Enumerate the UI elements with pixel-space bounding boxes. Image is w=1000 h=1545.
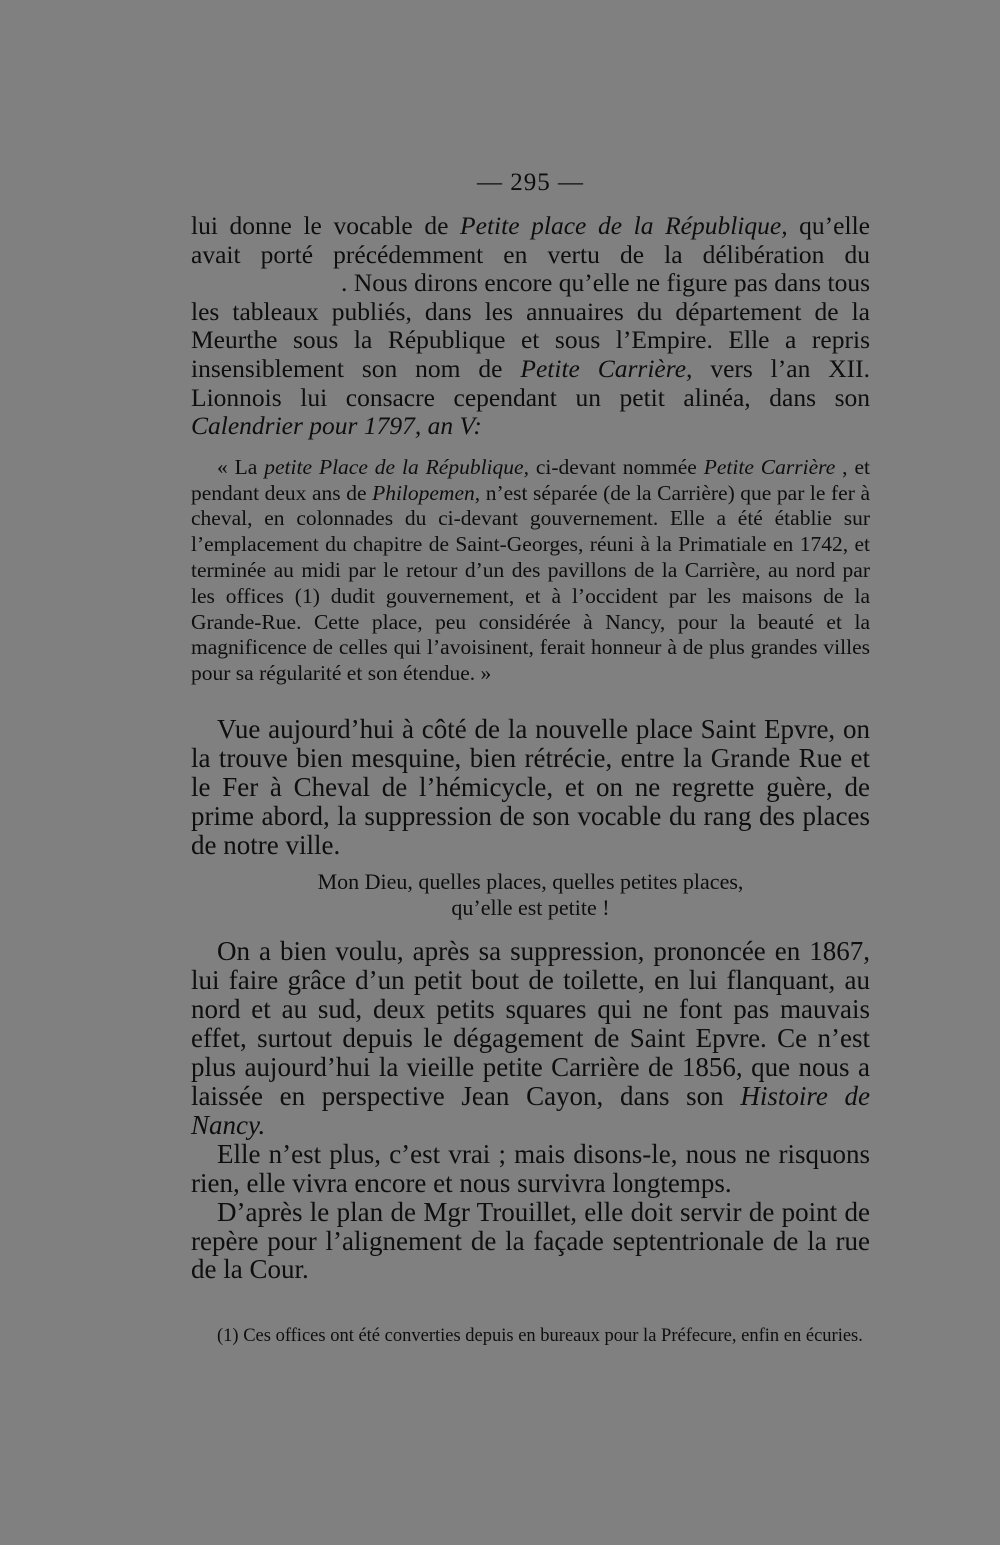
book-page xyxy=(191,160,870,1348)
verse-line: Mon Dieu, quelles places, quelles petites places, xyxy=(317,869,744,895)
text-run: lui donne le vocable de xyxy=(191,211,461,240)
text-run: , et pendant deux ans de xyxy=(191,454,870,505)
italic-run: Philopemen, xyxy=(372,480,481,505)
paragraph-survivra: Elle n’est plus, c’est vrai ; mais disons-le, nous ne risquons rien, elle vivra encore et nous survivra longtemps. xyxy=(191,1138,870,1198)
italic-run: petite Place de la République, xyxy=(264,454,529,479)
text-run: . Nous dirons encore qu’elle ne figure pas dans tous les tableaux publiés, dans les annuaires du département de la Meurthe sous la République et sous l’Empire. Elle a repris insensiblement son nom de xyxy=(191,268,870,383)
italic-run: Petite Carrière xyxy=(703,454,836,479)
paragraph-intro xyxy=(191,212,870,441)
text-run: « La xyxy=(217,454,265,479)
quotation-block xyxy=(191,455,870,687)
text-run: On a bien voulu, après sa suppression, prononcée en 1867, lui faire grâce d’un petit bout de toilette, en lui flanquant, au nord et au sud, deux petits squares qui ne font pas mauvais effet, surtout depuis le dégagement de Saint Epvre. Ce n’est plus aujourd’hui la vieille petite Carrière de 1856, que nous a laissée en perspective Jean Cayon, dans son xyxy=(191,936,870,1111)
text-run: qu’elle avait porté précédemment en vertu de la délibération du xyxy=(191,211,870,269)
verse-block xyxy=(191,869,870,921)
italic-run: Histoire de Nancy. xyxy=(191,1080,871,1140)
page-number: — 295 — xyxy=(477,169,584,196)
italic-run: Petite Carrière, xyxy=(520,353,693,383)
text-run: n’est séparée (de la Carrière) que par le fer à cheval, en colonnades du ci-devant gouvernement. Elle a été établie sur l’emplacement du chapitre de Saint-Georges, réuni à la Primatiale en 1742, et terminée au midi par le retour d’un des pavillons de la Carrière, au nord par les offices (1) dudit gouvernement, et à l’occident par les maisons de la Grande-Rue. Cette place, peu considérée à Nancy, pour la beauté et la magnificence de celles qui l’avoisinent, ferait honneur à de plus grandes villes pour sa régularité et son étendue. » xyxy=(191,480,870,686)
verse-line: qu’elle est petite ! xyxy=(451,895,610,921)
footnote: (1) Ces offices ont été converties depuis en bureaux pour la Préfecure, enfin en écuries. xyxy=(217,1326,863,1347)
paragraph-vue: Vue aujourd’hui à côté de la nouvelle place Saint Epvre, on la trouve bien mesquine, bien rétrécie, entre la Grande Rue et le Fer à Cheval de l’hémicycle, et on ne regrette guère, de prime abord, la suppression de son vocable du rang des places de notre ville. xyxy=(191,713,870,860)
italic-run: Petite place de la République, xyxy=(460,211,788,240)
paragraph-trouillet: D’après le plan de Mgr Trouillet, elle doit servir de point de repère pour l’alignement de la façade septentrionale de la rue de la Cour. xyxy=(191,1196,870,1285)
text-run: ci-devant nommée xyxy=(528,454,704,479)
italic-run: Calendrier pour 1797, an V: xyxy=(191,411,482,441)
text-run: vers l’an XII. Lionnois lui consacre cependant un petit alinéa, dans son xyxy=(191,353,870,412)
paragraph-suppression xyxy=(191,937,870,1139)
